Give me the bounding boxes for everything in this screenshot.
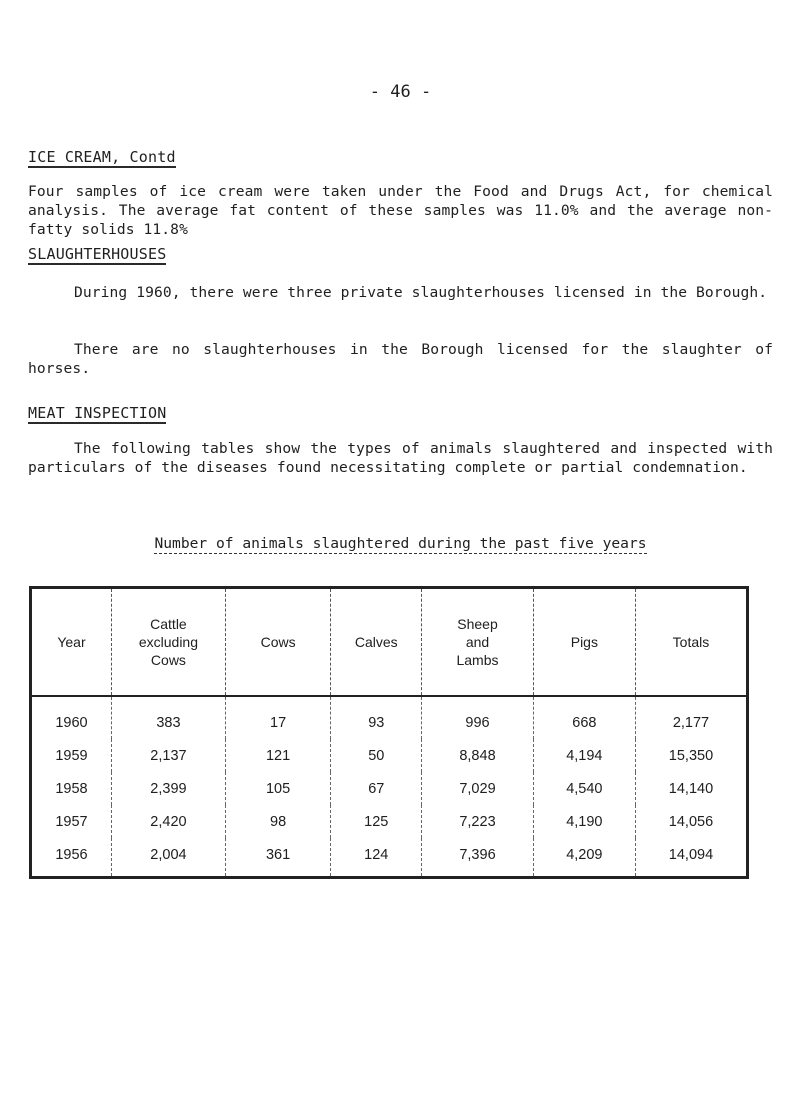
- cell-sheep: 7,223: [422, 805, 534, 838]
- cell-calves: 50: [331, 739, 422, 772]
- slaughterhouses-paragraph-1: During 1960, there were three private slaughterhouses licensed in the Borough.: [74, 284, 768, 301]
- cell-calves: 125: [331, 805, 422, 838]
- slaughterhouses-paragraph-2: There are no slaughterhouses in the Borough licensed for the slaughter of horses.: [28, 341, 773, 377]
- cell-pigs: 4,194: [533, 739, 635, 772]
- table-row: [31, 696, 748, 739]
- cell-cows: 105: [225, 772, 330, 805]
- table-row: [31, 838, 748, 878]
- cell-year: 1958: [55, 780, 88, 797]
- cell-totals: 14,056: [635, 805, 747, 838]
- cell-sheep: 7,396: [422, 838, 534, 878]
- cell-cattle: 383: [111, 696, 225, 739]
- table-header-row: [31, 588, 748, 697]
- cell-cattle: 2,399: [111, 772, 225, 805]
- header-totals: Totals: [635, 588, 747, 697]
- cell-sheep: 996: [422, 696, 534, 739]
- table-row: [31, 772, 748, 805]
- cell-sheep: 7,029: [422, 772, 534, 805]
- cell-calves: 93: [331, 696, 422, 739]
- cell-totals: 14,140: [635, 772, 747, 805]
- header-cows: Cows: [225, 588, 330, 697]
- cell-pigs: 4,209: [533, 838, 635, 878]
- ice-cream-paragraph: Four samples of ice cream were taken under the Food and Drugs Act, for chemical analysis. The average fat content of these samples was 11.0% and the average non-fatty solids 11.8%: [28, 183, 773, 238]
- cell-totals: 2,177: [635, 696, 747, 739]
- header-pigs: Pigs: [533, 588, 635, 697]
- table-row: [31, 805, 748, 838]
- cell-cows: 121: [225, 739, 330, 772]
- cell-totals: 14,094: [635, 838, 747, 878]
- cell-cattle: 2,137: [111, 739, 225, 772]
- cell-year: 1956: [55, 846, 88, 863]
- cell-cows: 17: [225, 696, 330, 739]
- page-number: - 46 -: [369, 82, 432, 102]
- cell-pigs: 4,540: [533, 772, 635, 805]
- cell-year: 1960: [55, 714, 88, 731]
- slaughterhouses-heading: SLAUGHTERHOUSES: [28, 245, 167, 263]
- table-caption-text: Number of animals slaughtered during the past five years: [154, 535, 647, 552]
- header-sheep: Sheep and Lambs: [422, 588, 534, 697]
- cell-year: 1959: [55, 747, 88, 764]
- cell-cows: 361: [225, 838, 330, 878]
- cell-calves: 67: [331, 772, 422, 805]
- cell-sheep: 8,848: [422, 739, 534, 772]
- header-year: Year: [31, 588, 112, 697]
- table-row: [31, 739, 748, 772]
- cell-cows: 98: [225, 805, 330, 838]
- meat-inspection-heading: MEAT INSPECTION: [28, 404, 167, 422]
- cell-cattle: 2,420: [111, 805, 225, 838]
- cell-cattle: 2,004: [111, 838, 225, 878]
- ice-cream-heading: ICE CREAM, Contd: [28, 148, 176, 166]
- slaughter-table: [29, 586, 749, 879]
- table-caption: [0, 535, 801, 552]
- cell-calves: 124: [331, 838, 422, 878]
- cell-year: 1957: [55, 813, 88, 830]
- cell-totals: 15,350: [635, 739, 747, 772]
- header-calves: Calves: [331, 588, 422, 697]
- cell-pigs: 4,190: [533, 805, 635, 838]
- cell-pigs: 668: [533, 696, 635, 739]
- meat-inspection-paragraph: The following tables show the types of animals slaughtered and inspected with particulars of the diseases found necessitating complete or partial condemnation.: [28, 440, 773, 476]
- header-cattle: Cattle excluding Cows: [111, 588, 225, 697]
